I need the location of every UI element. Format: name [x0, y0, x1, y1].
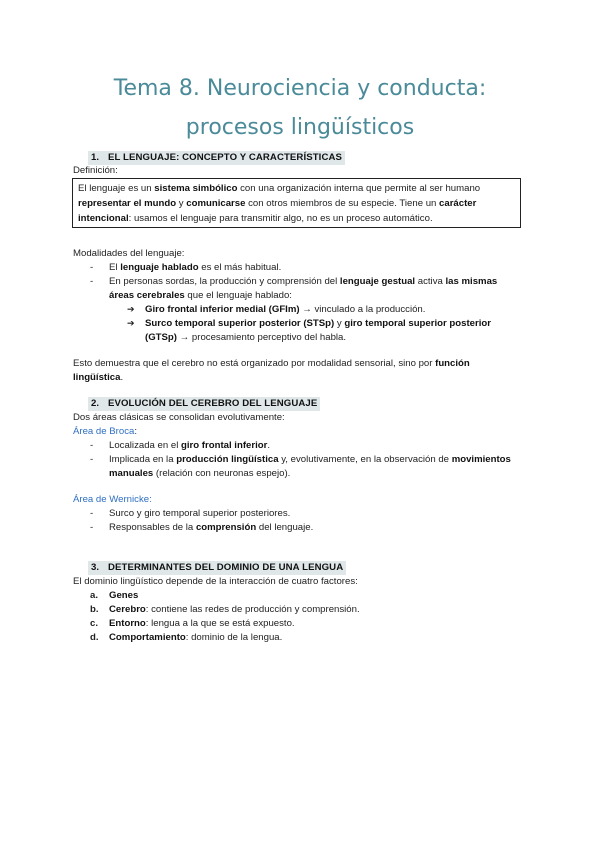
section-3-heading: 3. DETERMINANTES DEL DOMINIO DE UNA LENGUA: [88, 561, 346, 575]
list-item: Comportamiento: dominio de la lengua.: [109, 632, 283, 643]
arrow-icon: ➔: [127, 304, 135, 314]
sub-bullet-stsp-line1: Surco temporal superior posterior (STSp) y giro temporal superior posterior: [145, 318, 491, 329]
definition-label: Definición:: [73, 165, 118, 176]
dash-icon: -: [90, 440, 94, 451]
page-title-line1: Tema 8. Neurociencia y conducta:: [113, 76, 487, 101]
dash-icon: -: [90, 508, 94, 519]
definition-line-3: intencional: usamos el lenguaje para transmitir algo, no es un proceso automático.: [78, 212, 433, 224]
dash-icon: -: [90, 454, 94, 465]
broca-bullet-2-line1: Implicada en la producción lingüística y, evolutivamente, en la observación de movimientos: [109, 454, 511, 465]
conclusion-line1: Esto demuestra que el cerebro no está organizado por modalidad sensorial, sino por función: [73, 358, 470, 369]
section-2-heading: 2. EVOLUCIÓN DEL CEREBRO DEL LENGUAJE: [88, 397, 320, 411]
wernicke-bullet-1: Surco y giro temporal superior posteriores.: [109, 508, 291, 519]
modality-bullet-2-line1: En personas sordas, la producción y comprensión del lenguaje gestual activa las mismas: [109, 276, 498, 287]
broca-label: Área de Broca:: [73, 426, 138, 437]
dash-icon: -: [90, 522, 94, 533]
wernicke-label: Área de Wernicke:: [73, 494, 152, 505]
list-item-letter: a.: [90, 590, 99, 601]
dash-icon: -: [90, 276, 94, 287]
modality-bullet-1: El lenguaje hablado es el más habitual.: [109, 262, 282, 273]
arrow-icon: ➔: [127, 318, 135, 328]
list-item: Genes: [109, 590, 139, 601]
broca-bullet-1: Localizada en el giro frontal inferior.: [109, 440, 271, 451]
list-item-letter: b.: [90, 604, 99, 615]
conclusion-line2: lingüística.: [73, 372, 124, 383]
modality-bullet-2-line2: áreas cerebrales que el lenguaje hablado:: [109, 290, 292, 301]
sub-bullet-stsp-line2: (GTSp) → procesamiento perceptivo del habla.: [145, 332, 347, 343]
sub-bullet-gfim: Giro frontal inferior medial (GFIm) → vinculado a la producción.: [145, 304, 426, 315]
dash-icon: -: [90, 262, 94, 273]
page-title-line2: procesos lingüísticos: [185, 115, 415, 140]
section-2-intro: Dos áreas clásicas se consolidan evolutivamente:: [73, 412, 285, 423]
definition-line-1: El lenguaje es un sistema simbólico con una organización interna que permite al ser humano: [78, 183, 481, 194]
modalities-label: Modalidades del lenguaje:: [73, 248, 185, 259]
list-item: Entorno: lengua a la que se está expuesto.: [109, 618, 295, 629]
definition-box: [72, 178, 521, 228]
section-3-intro: El dominio lingüístico depende de la interacción de cuatro factores:: [73, 576, 358, 587]
wernicke-bullet-2: Responsables de la comprensión del lenguaje.: [109, 522, 314, 533]
broca-bullet-2-line2: manuales (relación con neuronas espejo).: [109, 468, 291, 479]
list-item: Cerebro: contiene las redes de producción y comprensión.: [109, 604, 360, 615]
list-item-letter: d.: [90, 632, 99, 643]
list-item-letter: c.: [90, 618, 99, 629]
definition-line-2: representar el mundo y comunicarse con otros miembros de su especie. Tiene un carácter: [78, 197, 477, 209]
section-1-heading: 1. EL LENGUAJE: CONCEPTO Y CARACTERÍSTICAS: [88, 151, 345, 165]
